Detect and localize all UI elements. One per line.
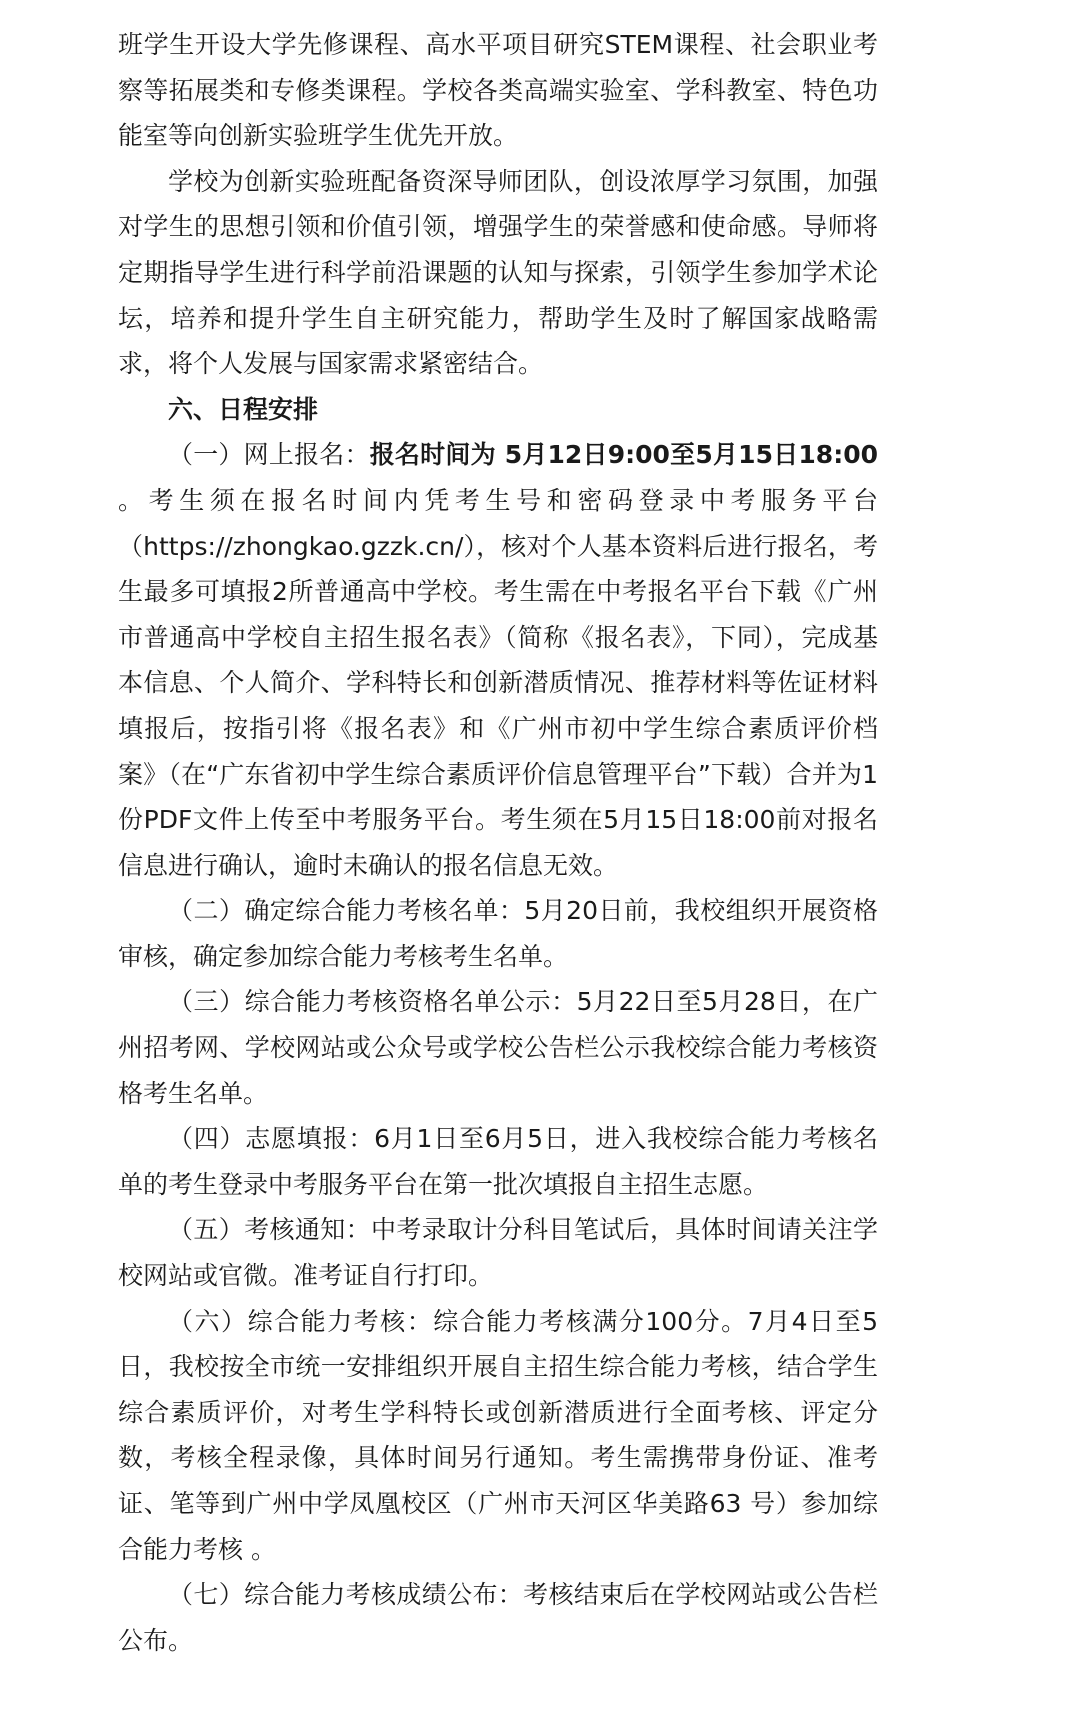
schedule-item-list-publicity: （三）综合能力考核资格名单公示：5月22日至5月28日，在广州招考网、学校网站或公众号或学校公告栏公示我校综合能力考核资格考生名单。 bbox=[118, 987, 878, 1108]
schedule-item-application: （四）志愿填报：6月1日至6月5日，进入我校综合能力考核名单的考生登录中考服务平台在第一批次填报自主招生志愿。 bbox=[118, 1124, 878, 1199]
schedule-item-online-registration bbox=[118, 432, 878, 888]
document-page bbox=[118, 22, 878, 1663]
paragraph-courses: 班学生开设大学先修课程、高水平项目研究STEM课程、社会职业考察等拓展类和专修类课程。学校各类高端实验室、学科教室、特色功能室等向创新实验班学生优先开放。 bbox=[118, 30, 878, 151]
item-body: 。考生须在报名时间内凭考生号和密码登录中考服务平台（https://zhongkao.gzzk.cn/），核对个人基本资料后进行报名，考生最多可填报2所普通高中学校。考生需在中考报名平台下载《广州市普通高中学校自主招生报名表》（简称《报名表》，下同），完成基本信息、个人简介、学科特长和创新潜质情况、推荐材料等佐证材料填报后，按指引将《报名表》和《广州市初中学生综合素质评价档案》（在“广东省初中学生综合素质评价信息管理平台”下载）合并为1份PDF文件上传至中考服务平台。考生须在5月15日18:00前对报名信息进行确认，逾时未确认的报名信息无效。 bbox=[118, 485, 878, 880]
schedule-item-exam-list: （二）确定综合能力考核名单：5月20日前，我校组织开展资格审核，确定参加综合能力考核考生名单。 bbox=[118, 896, 878, 971]
schedule-item-assessment: （六）综合能力考核：综合能力考核满分100分。7月4日至5日，我校按全市统一安排组织开展自主招生综合能力考核，结合学生综合素质评价，对考生学科特长或创新潜质进行全面考核、评定分数，考核全程录像，具体时间另行通知。考生需携带身份证、准考证、笔等到广州中学凤凰校区（广州市天河区华美路63 号）参加综合能力考核 。 bbox=[118, 1306, 878, 1564]
item-prefix: （一）网上报名： bbox=[168, 440, 370, 470]
paragraph-mentors: 学校为创新实验班配备资深导师团队，创设浓厚学习氛围，加强对学生的思想引领和价值引领，增强学生的荣誉感和使命感。导师将定期指导学生进行科学前沿课题的认知与探索，引领学生参加学术论坛，培养和提升学生自主研究能力，帮助学生及时了解国家战略需求，将个人发展与国家需求紧密结合。 bbox=[118, 166, 878, 379]
registration-time-bold: 报名时间为 5月12日9:00至5月15日18:00 bbox=[369, 440, 878, 470]
schedule-item-results: （七）综合能力考核成绩公布：考核结束后在学校网站或公告栏公布。 bbox=[118, 1580, 878, 1655]
schedule-item-notice: （五）考核通知：中考录取计分科目笔试后，具体时间请关注学校网站或官微。准考证自行打印。 bbox=[118, 1215, 878, 1291]
section-heading: 六、日程安排 bbox=[168, 394, 319, 424]
